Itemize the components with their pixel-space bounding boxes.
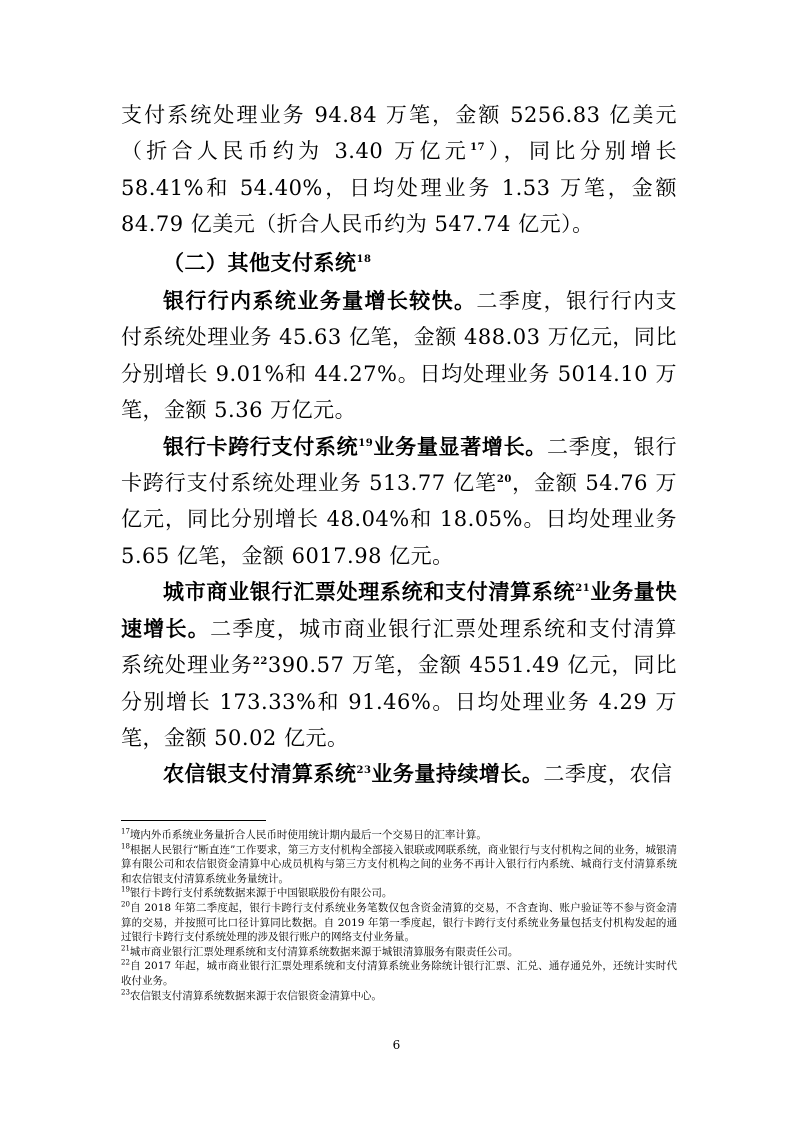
paragraph-text: 支付系统处理业务 94.84 万笔，金额 5256.83 亿美元（折合人民币约为 3.40 万亿元 [121, 103, 677, 164]
footnotes [121, 828, 677, 1003]
paragraph-rural-credit [121, 756, 677, 792]
footnote-text: 银行卡跨行支付系统数据来源于中国银联股份有限公司。 [129, 887, 393, 900]
paragraph-bank-internal [121, 283, 677, 429]
heading-text: （二）其他支付系统 [163, 249, 357, 275]
paragraph-lead: 银行行内系统业务量增长较快。 [163, 288, 477, 314]
paragraph-text: 二季度，银行卡跨行支付系统处理业务 513.77 亿笔 [121, 434, 678, 496]
paragraph-lead: 业务量持续增长。 [371, 761, 544, 787]
footnote [121, 989, 677, 1004]
footnote-number: 23 [121, 988, 130, 997]
footnote-ref: 23 [356, 765, 372, 777]
footnote-text: 自 2018 年第二季度起，银行卡跨行支付系统业务笔数仅包含资金清算的交易，不含查询、账户验证等不参与资金清算的交易，并按照可比口径计算同比数据。自 2019 年第一季度起，银行卡跨行支付系统业务量包括支付机构发起的通过银行卡跨行支付系统处理的涉及银行账户的网络支付业务量。 [121, 901, 677, 944]
footnote-number: 20 [121, 900, 130, 909]
paragraph-lead: 银行卡跨行支付系统 [163, 433, 359, 459]
footnote [121, 945, 677, 960]
footnote-ref: 22 [252, 656, 268, 668]
footnote-divider [121, 820, 266, 821]
paragraph-text: 二季度，银行行内支付系统处理业务 45.63 亿笔，金额 488.03 万亿元，同比分别增长 9.01%和 44.27%。日均处理业务 5014.10 万笔，金额 5.36 万亿元。 [121, 289, 678, 423]
footnote-number: 22 [121, 958, 130, 967]
paragraph-lead: 农信银支付清算系统 [163, 761, 357, 787]
footnote [121, 828, 677, 843]
footnote-ref: 17 [470, 142, 486, 154]
page-number: 6 [392, 1038, 401, 1052]
footnote-number: 18 [121, 842, 130, 851]
footnote-ref: 21 [575, 583, 591, 595]
footnote [121, 843, 677, 887]
main-body-text [121, 97, 677, 793]
paragraph-lead: 城市商业银行汇票处理系统和支付清算系统 [163, 579, 576, 605]
footnote-number: 17 [121, 827, 130, 836]
paragraph-lead: 业务量显著增长。 [373, 433, 548, 459]
paragraph-text: 二季度，农信 [543, 762, 673, 787]
section-heading [121, 245, 677, 281]
paragraph-text: ，金额 54.76 万亿元，同比分别增长 48.04%和 18.05%。日均处理业务 5.65 亿笔，金额 6017.98 亿元。 [121, 471, 677, 568]
footnote-text: 自 2017 年起，城市商业银行汇票处理系统和支付清算系统业务除统计银行汇票、汇兑、通存通兑外，还统计实时代收付业务。 [121, 960, 677, 987]
footnote [121, 886, 677, 901]
footnote-ref: 20 [496, 474, 512, 486]
footnote-text: 境内外币系统业务量折合人民币时使用统计期内最后一个交易日的汇率计算。 [129, 829, 487, 841]
footnote-ref: 19 [358, 437, 374, 449]
footnote [121, 959, 677, 988]
footnote-text: 农信银支付清算系统数据来源于农信银资金清算中心。 [129, 989, 382, 1002]
footnote [121, 901, 677, 945]
footnote-text: 城市商业银行汇票处理系统和支付清算系统数据来源于城银清算服务有限责任公司。 [129, 945, 519, 958]
paragraph-lead: 业务量快速增长。 [121, 579, 677, 641]
footnote-ref: 18 [356, 253, 372, 265]
footnote-number: 21 [121, 944, 130, 953]
paragraph-bankcard [121, 429, 677, 575]
footnote-text: 根据人民银行“断直连”工作要求，第三方支付机构全部接入银联或网联系统，商业银行与支付机构之间的业务，城银清算有限公司和农信银资金清算中心成员机构与第三方支付机构之间的业务不再计入银行行内系统、城商行支付清算系统和农信银支付清算系统业务量统计。 [121, 843, 677, 885]
paragraph-text: 390.57 万笔，金额 4551.49 亿元，同比分别增长 173.33%和 91.46%。日均处理业务 4.29 万笔，金额 50.02 亿元。 [121, 653, 677, 750]
footnote-number: 19 [121, 885, 130, 894]
paragraph-text: 二季度，城市商业银行汇票处理系统和支付清算系统处理业务 [121, 616, 678, 678]
paragraph-city-commercial [121, 574, 677, 756]
paragraph-text: ），同比分别增长 58.41%和 54.40%，日均处理业务 1.53 万笔，金额 84.79 亿美元（折合人民币约为 547.74 亿元）。 [121, 139, 678, 237]
paragraph-continued [121, 97, 677, 243]
